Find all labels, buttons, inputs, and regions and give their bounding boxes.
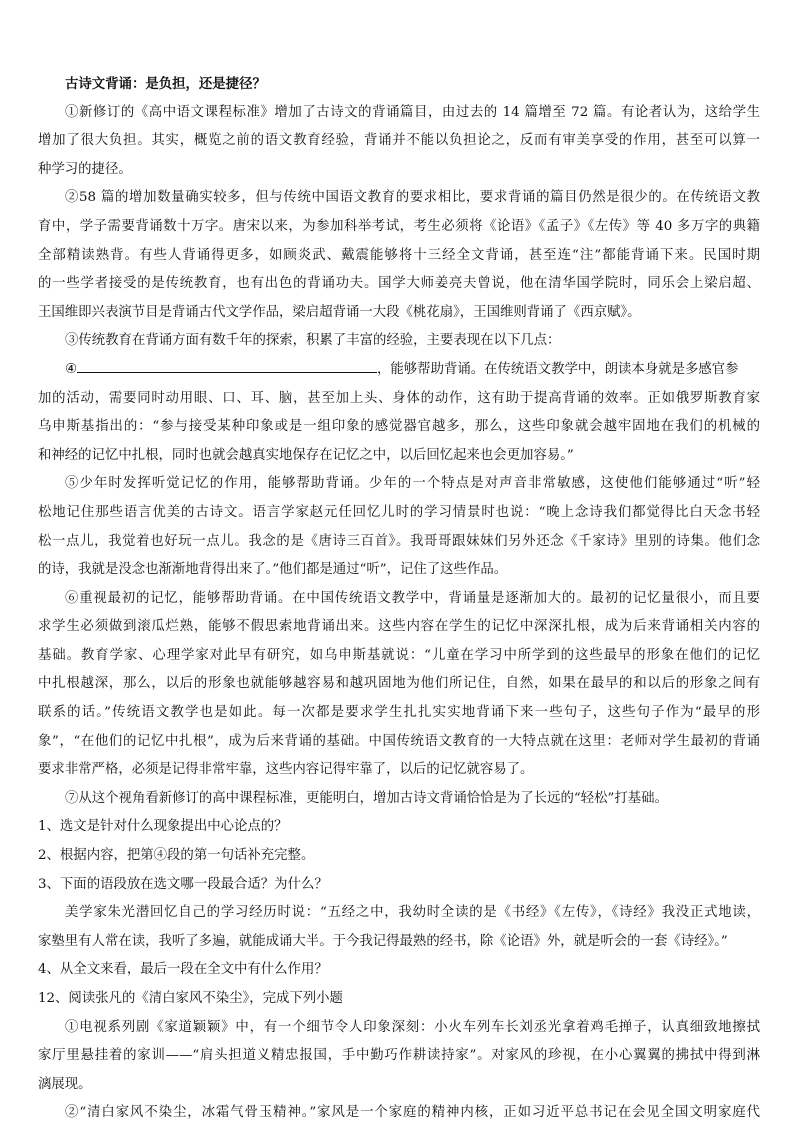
- text-line: 家厅里悬挂着的家训——“肩头担道义精忠报国，手中勤巧作耕读持家”。对家风的珍视，在小心翼翼的拂拭中得到淋: [38, 1048, 760, 1064]
- text-line: 联系的话。”传统语文教学也是如此。每一次都是要求学生扎扎实实地背诵下来一些句子，这些句子作为“最早的形: [38, 705, 760, 721]
- text-line: 乌申斯基指出的：“参与接受某种印象或是一组印象的感觉器官越多，那么，这些印象就会越牢固地在我们的机械的: [38, 419, 760, 435]
- text-fragment: ，能够帮助背诵。在传统语文教学中，朗读本身就是多感官参: [377, 361, 739, 377]
- section-12-paragraph-1: [38, 1014, 760, 1100]
- text-line: ⑦从这个视角看新修订的高中课程标准，更能明白，增加古诗文背诵恰恰是为了长远的“轻松”打基础。: [65, 790, 668, 806]
- paragraph-4: [38, 356, 760, 470]
- text-line: 种学习的捷径。: [38, 161, 132, 177]
- question-3: 3、下面的语段放在选文哪一段最合适？为什么？: [38, 876, 328, 892]
- paragraph-number: ④: [65, 361, 78, 377]
- text-line: ①新修订的《高中语文课程标准》增加了古诗文的背诵篇目，由过去的 14 篇增至 72 篇。有论者认为，这给学生: [65, 104, 760, 120]
- text-line: ②58 篇的增加数量确实较多，但与传统中国语文教育的要求相比，要求背诵的篇目仍然是很少的。在传统语文教: [65, 190, 760, 206]
- text-line: 美学家朱光潜回忆自己的学习经历时说：“五经之中，我幼时全读的是《书经》《左传》，《诗经》我没正式地读，: [65, 905, 760, 921]
- quote-passage: [38, 899, 760, 956]
- text-line: 全部精读熟背。有些人背诵得更多，如顾炎武、戴震能够将十三经全文背诵，甚至连“注”都能背诵下来。民国时期: [38, 247, 760, 263]
- text-line: 家塾里有人常在读，我听了多遍，就能成诵大半。于今我记得最熟的经书，除《论语》外，就是听会的一套《诗经》。”: [38, 933, 728, 949]
- text-line: 要求非常严格，必须是记得非常牢靠，这些内容记得牢靠了，以后的记忆就容易了。: [38, 762, 534, 778]
- text-line: 王国维即兴表演节目是背诵古代文学作品，梁启超背诵一大段《桃花扇》，王国维则背诵了《西京赋》。: [38, 304, 641, 320]
- question-4: 4、从全文来看，最后一段在全文中有什么作用？: [38, 962, 328, 978]
- paragraph-7: [38, 785, 760, 814]
- text-line: ⑥重视最初的记忆，能够帮助背诵。在中国传统语文教学中，背诵量是逐渐加大的。最初的记忆量很小，而且要: [65, 590, 760, 606]
- text-line: 加的活动，需要同时动用眼、口、耳、脑，甚至加上头、身体的动作，这有助于提高背诵的效率。正如俄罗斯教育家: [38, 390, 760, 406]
- text-line: [38, 356, 760, 385]
- text-line: 松一点儿，我觉着也好玩一点儿。我念的是《唐诗三百首》。我哥哥跟妹妹们另外还念《千家诗》里别的诗集。他们念: [38, 533, 760, 549]
- paragraph-6: [38, 585, 760, 785]
- paragraph-3: [38, 327, 760, 356]
- question-1: 1、选文是针对什么现象提出中心论点的？: [38, 819, 288, 835]
- text-line: 漓展现。: [38, 1076, 92, 1092]
- text-line: 和神经的记忆中扎根，同时也就会越真实地保存在记忆之中，以后回忆起来也会更加容易。”: [38, 447, 574, 463]
- article-title: 古诗文背诵：是负担，还是捷径？: [65, 76, 266, 92]
- text-line: 象”，“在他们的记忆中扎根”，成为后来背诵的基础。中国传统语文教育的一大特点就在这里：老师对学生最初的背诵: [38, 733, 760, 749]
- text-line: ①电视系列剧《家道颖颖》中，有一个细节令人印象深刻：小火车列车长刘丞光拿着鸡毛掸子，认真细致地擦拭: [65, 1019, 760, 1035]
- fill-in-blank: [77, 360, 377, 373]
- text-line: 的诗，我就是没念也渐渐地背得出来了。”他们都是通过“听”，记住了这些作品。: [38, 562, 508, 578]
- text-line: 求学生必须做到滚瓜烂熟，能够不假思索地背诵出来。这些内容在学生的记忆中深深扎根，成为后来背诵相关内容的: [38, 619, 760, 635]
- paragraph-2: [38, 184, 760, 327]
- paragraph-5: [38, 470, 760, 584]
- text-line: ③传统教育在背诵方面有数千年的探索，积累了丰富的经验，主要表现在以下几点：: [65, 333, 561, 349]
- section-12-heading: 12、阅读张凡的《清白家风不染尘》，完成下列小题: [38, 991, 343, 1006]
- text-line: 基础。教育学家、心理学家对此早有研究，如乌申斯基就说：“儿童在学习中所学到的这些最早的形象在他们的记忆: [38, 647, 760, 663]
- question-list: [38, 813, 760, 899]
- text-line: 中扎根越深，那么，以后的形象也就能够越容易和越巩固地为他们所记住，自然，如果在最早的和以后的形象之间有: [38, 676, 760, 692]
- question-2: 2、根据内容，把第④段的第一句话补充完整。: [38, 848, 315, 864]
- text-line: 育中，学子需要背诵数十万字。唐宋以来，为参加科举考试，考生必须将《论语》《孟子》《左传》等 40 多万字的典籍: [38, 218, 760, 234]
- text-line: 增加了很大负担。其实，概览之前的语文教育经验，背诵并不能以负担论之，反而有审美享受的作用，甚至可以算一: [38, 133, 760, 149]
- text-line: ⑤少年时发挥听觉记忆的作用，能够帮助背诵。少年的一个特点是对声音非常敏感，这使他们能够通过“听”轻: [65, 476, 760, 492]
- section-12-paragraph-2: [38, 1099, 760, 1128]
- text-line: 松地记住那些语言优美的古诗文。语言学家赵元任回忆儿时的学习情景时也说：“晚上念诗我们都觉得比白天念书轻: [38, 504, 760, 520]
- text-line: 的一些学者接受的是传统教育，也有出色的背诵功夫。国学大师姜亮夫曾说，他在清华国学院时，同乐会上梁启超、: [38, 276, 760, 292]
- text-line: ②“清白家风不染尘，冰霜气骨玉精神。”家风是一个家庭的精神内核，正如习近平总书记在会见全国文明家庭代: [65, 1105, 760, 1121]
- paragraph-1: [38, 99, 760, 185]
